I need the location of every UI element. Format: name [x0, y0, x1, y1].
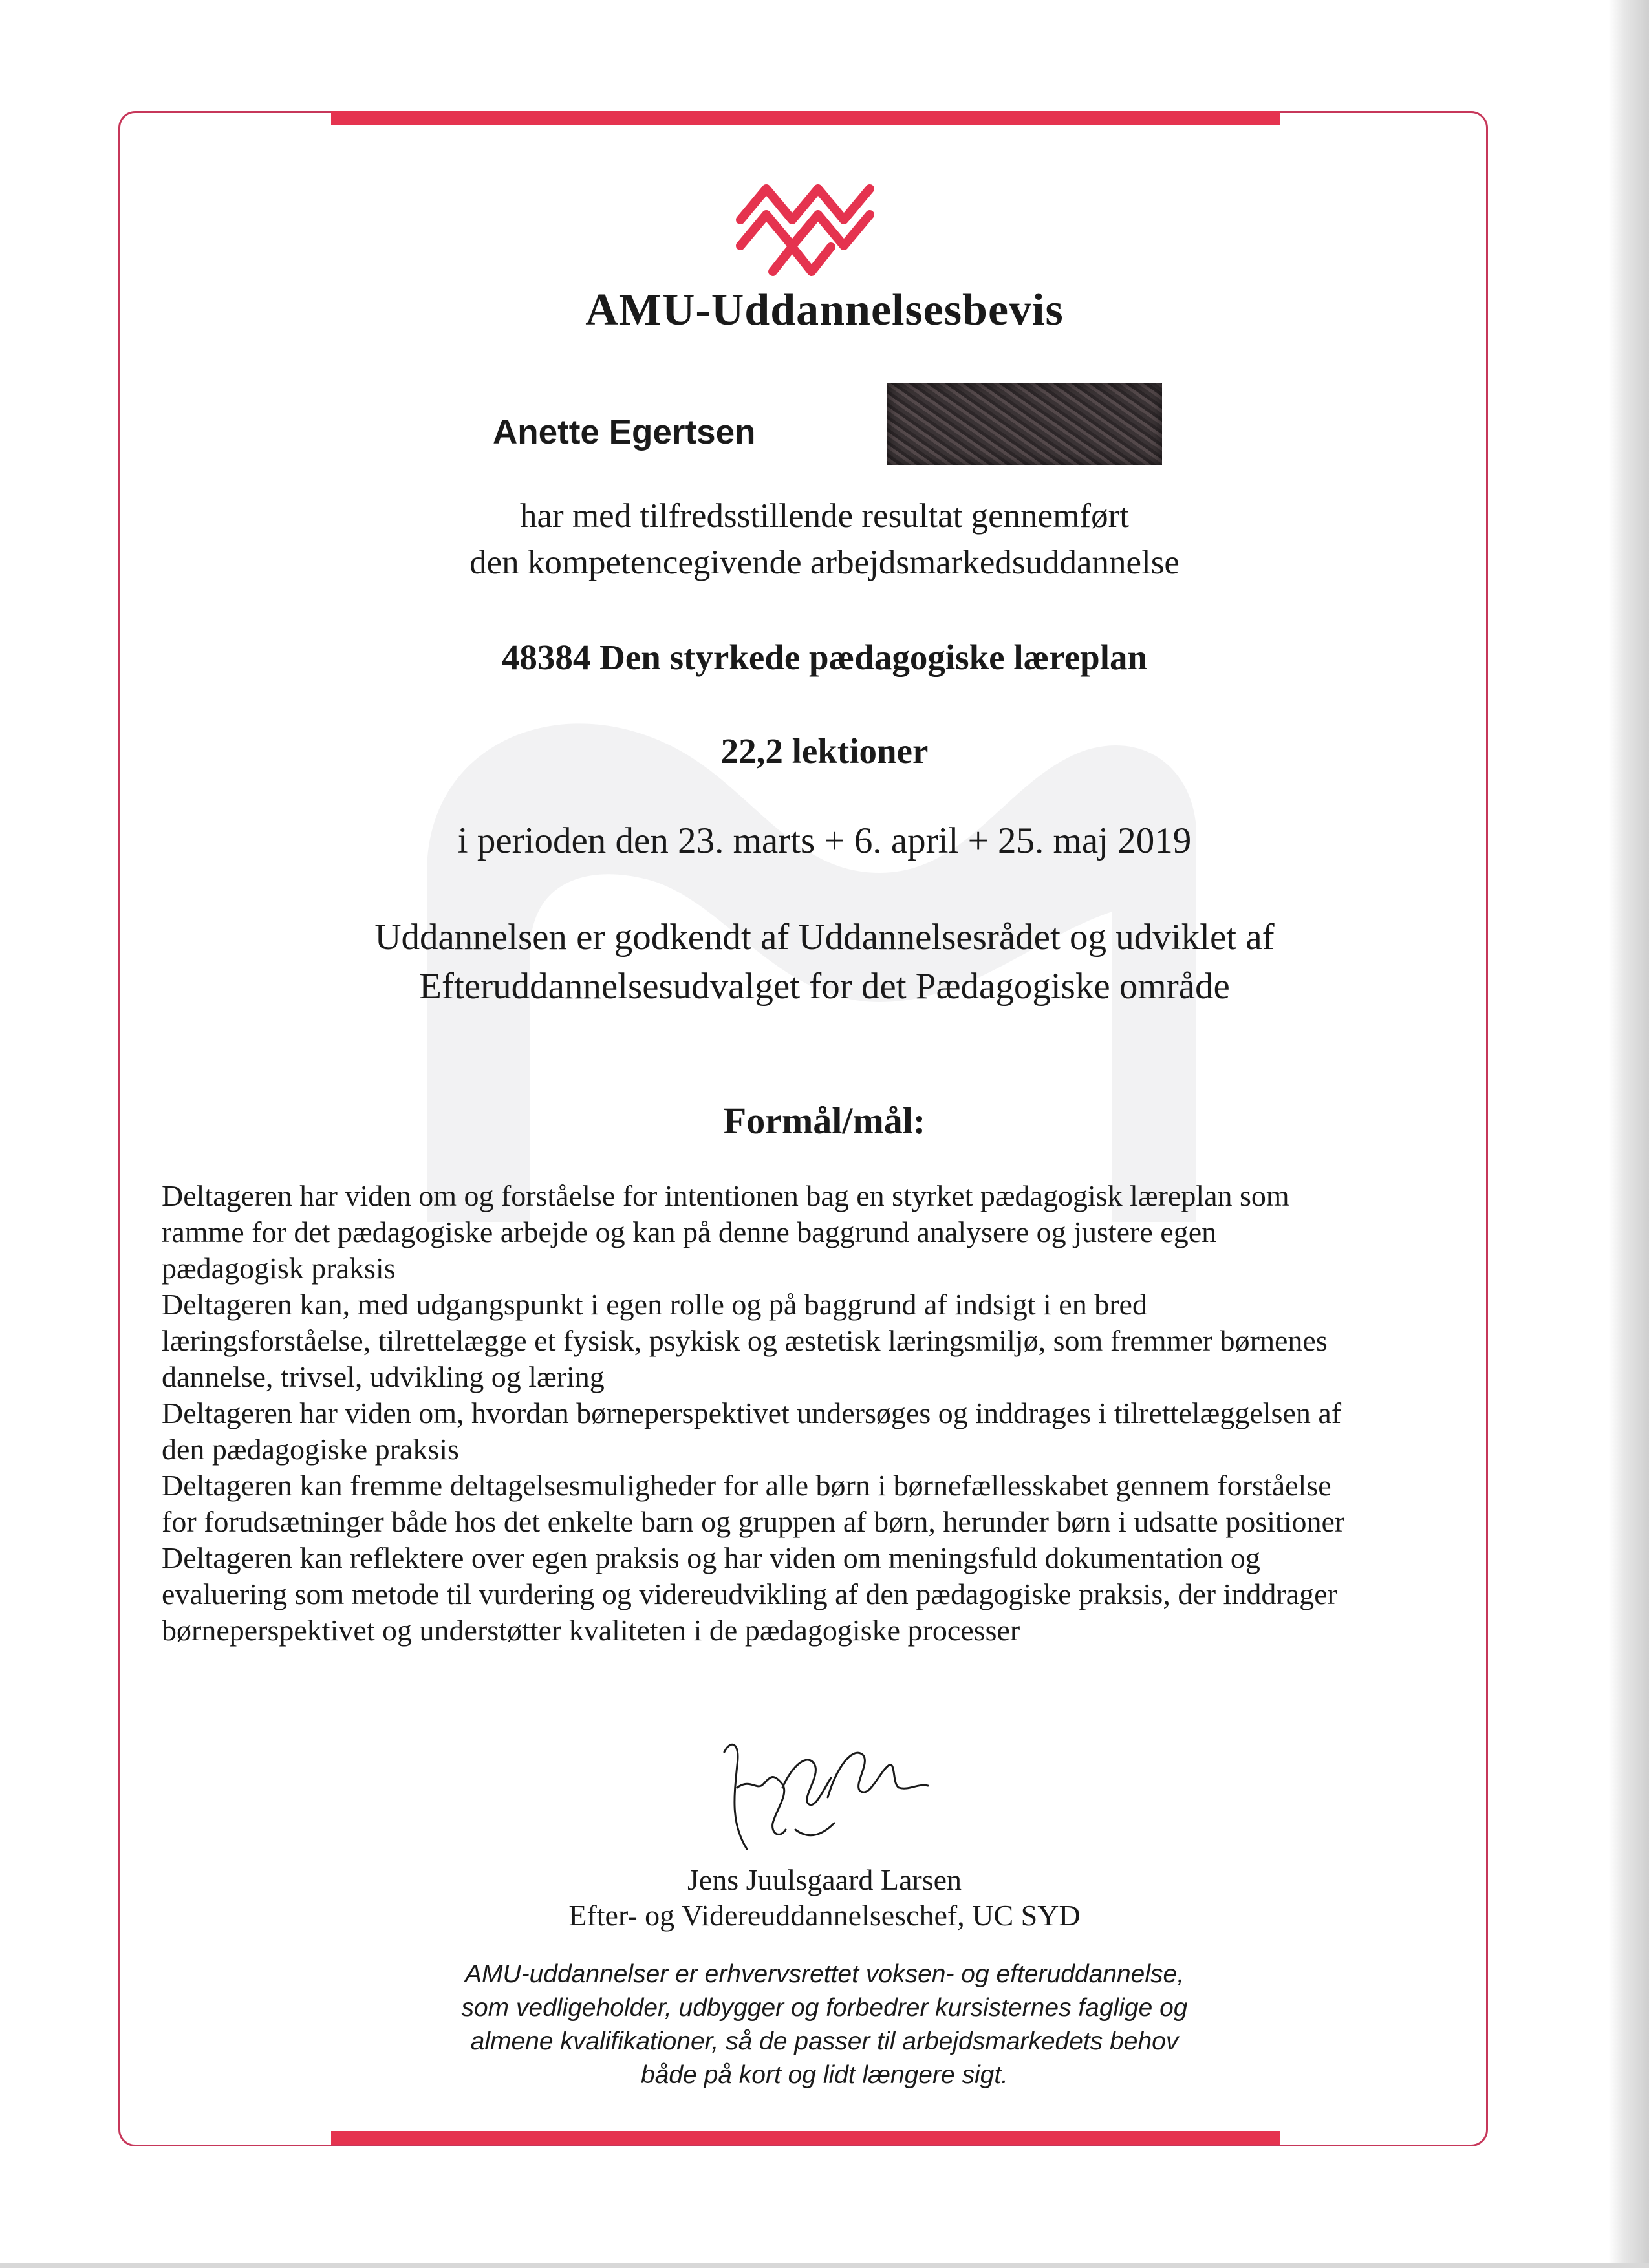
course-hours: 22,2 lektioner	[720, 731, 929, 771]
footnote-line: både på kort og lidt længere sigt.	[640, 2061, 1008, 2089]
course-period: i perioden den 23. marts + 6. april + 25. maj 2019	[457, 820, 1192, 861]
signer-title: Efter- og Videreuddannelseschef, UC SYD	[568, 1899, 1081, 1932]
certificate-title: AMU-Uddannelsesbevis	[585, 285, 1064, 335]
redacted-field	[887, 383, 1162, 465]
intro-line: den kompetencegivende arbejdsmarkedsuddannelse	[469, 544, 1180, 581]
purpose-line: børneperspektivet og understøtter kvaliteten i de pædagogiske processer	[162, 1614, 1020, 1647]
purpose-line: Deltageren har viden om, hvordan børneperspektivet undersøges og inddrages i tilrettelæggelsen af	[162, 1396, 1342, 1429]
purpose-line: dannelse, trivsel, udvikling og læring	[162, 1360, 605, 1393]
recipient-name: Anette Egertsen	[493, 413, 756, 451]
footnote-line: AMU-uddannelser er erhvervsrettet voksen- og efteruddannelse,	[464, 1960, 1185, 1988]
footnote-line: almene kvalifikationer, så de passer til arbejdsmarkedets behov	[470, 2027, 1179, 2055]
scan-edge-bottom	[0, 2263, 1649, 2268]
purpose-heading: Formål/mål:	[723, 1100, 926, 1142]
footnote-line: som vedligeholder, udbygger og forbedrer kursisternes faglige og	[461, 1994, 1188, 2022]
purpose-line: læringsforståelse, tilrettelægge et fysisk, psykisk og æstetisk læringsmiljø, som fremmer børnenes	[162, 1324, 1328, 1357]
handwritten-signature	[711, 1726, 931, 1868]
purpose-line: den pædagogiske praksis	[162, 1433, 459, 1466]
intro-text	[129, 493, 1520, 586]
purpose-line: Deltageren har viden om og forståelse for intentionen bag en styrket pædagogisk læreplan som	[162, 1179, 1289, 1212]
signer-block	[129, 1862, 1520, 1933]
course-title: 48384 Den styrkede pædagogiske læreplan	[501, 637, 1148, 677]
top-accent-bar	[331, 111, 1280, 125]
purpose-line: Deltageren kan fremme deltagelsesmuligheder for alle børn i børnefællesskabet gennem forståelse	[162, 1469, 1331, 1502]
purpose-line: Deltageren kan, med udgangspunkt i egen rolle og på baggrund af indsigt i en bred	[162, 1288, 1147, 1321]
footnote	[129, 1958, 1520, 2092]
purpose-line: evaluering som metode til vurdering og videreudvikling af den pædagogiske praksis, der inddrager	[162, 1578, 1337, 1610]
approval-text	[129, 913, 1520, 1011]
bottom-accent-bar	[331, 2131, 1280, 2145]
purpose-line: for forudsætninger både hos det enkelte barn og gruppen af børn, herunder børn i udsatte positioner	[162, 1505, 1345, 1538]
purpose-line: Deltageren kan reflektere over egen praksis og har viden om meningsfuld dokumentation og	[162, 1541, 1260, 1574]
scan-edge-shadow	[1609, 0, 1649, 2268]
approval-line: Uddannelsen er godkendt af Uddannelsesrådet og udviklet af	[374, 917, 1275, 957]
purpose-text	[162, 1178, 1474, 1649]
intro-line: har med tilfredsstillende resultat gennemført	[520, 497, 1129, 535]
amu-wave-logo-icon	[731, 175, 879, 291]
purpose-line: pædagogisk praksis	[162, 1252, 396, 1285]
signer-name: Jens Juulsgaard Larsen	[687, 1863, 962, 1896]
purpose-line: ramme for det pædagogiske arbejde og kan på denne baggrund analysere og justere egen	[162, 1215, 1217, 1248]
approval-line: Efteruddannelsesudvalget for det Pædagogiske område	[419, 966, 1230, 1007]
